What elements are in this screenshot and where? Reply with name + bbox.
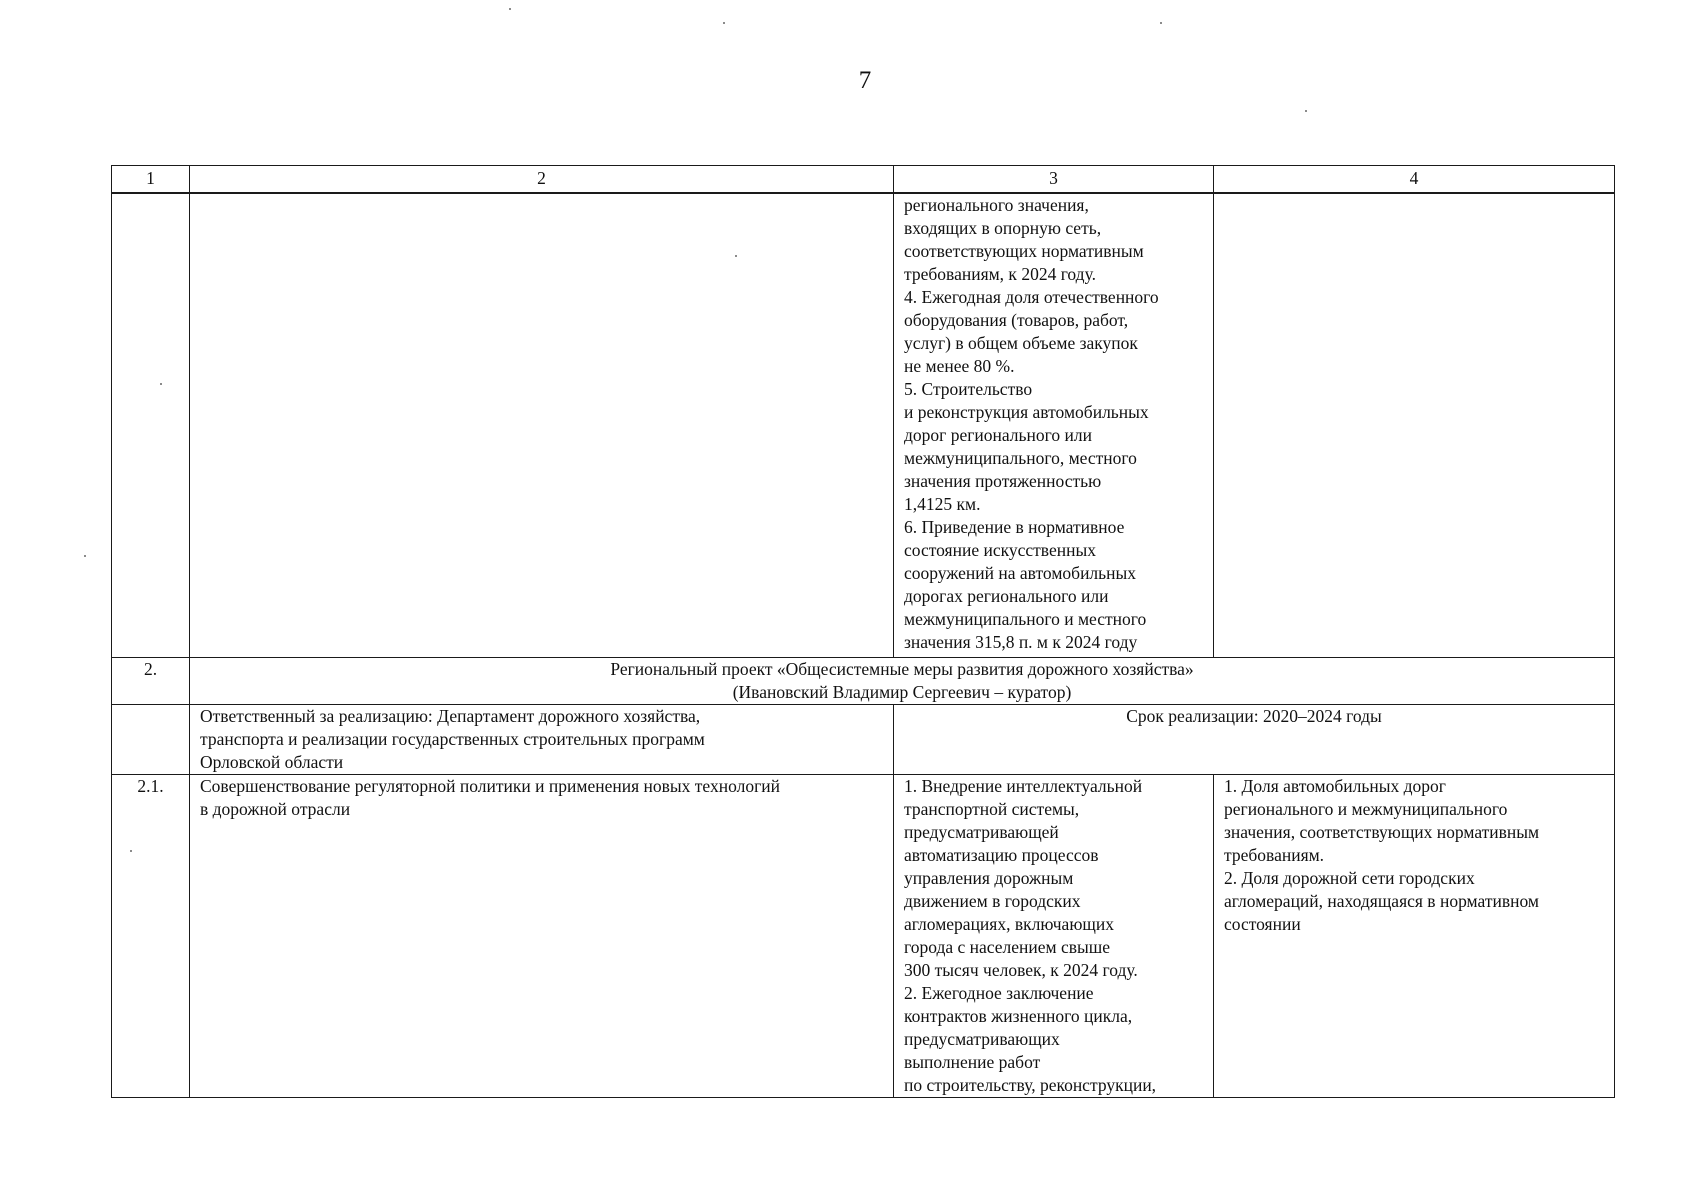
task-effects: 1. Внедрение интеллектуальной транспортной системы, предусматривающей автоматизацию процессов управления дорожным движением в городских агломерациях, включающих города с населением свыше 300 тысяч человек, к 2024 году. 2. Ежегодное заключение контрактов жизненного цикла, предусматривающих выполнение работ по строительству, реконструкции, [894,775,1214,1098]
continuation-row [112,193,1615,658]
task-number: 2.1. [112,775,190,1098]
continuation-task-cell [190,193,894,658]
section-row [112,658,1615,705]
section-number: 2. [112,658,190,705]
column-number-3: 3 [894,166,1214,194]
scan-speck [1305,110,1307,112]
scan-speck [1160,22,1162,24]
scan-speck [723,22,725,24]
scan-speck [735,255,737,257]
column-number-4: 4 [1214,166,1615,194]
task-description: Совершенствование регуляторной политики и применения новых технологий в дорожной отрасли [190,775,894,1098]
column-number-2: 2 [190,166,894,194]
responsibility-row [112,705,1615,775]
column-number-1: 1 [112,166,190,194]
task-row-2-1 [112,775,1615,1098]
column-number-row [112,166,1615,194]
program-table [111,165,1615,1098]
responsibility-number-cell [112,705,190,775]
scan-speck [160,383,162,385]
task-indicators: 1. Доля автомобильных дорог регионального и межмуниципального значения, соответствующих нормативным требованиям. 2. Доля дорожной сети городских агломераций, находящаяся в нормативном состоянии [1214,775,1615,1098]
continuation-number-cell [112,193,190,658]
page-number: 7 [858,67,872,94]
responsible-department: Ответственный за реализацию: Департамент дорожного хозяйства, транспорта и реализации государственных строительных программ Орловской области [190,705,894,775]
scan-speck [84,555,86,557]
section-title: Региональный проект «Общесистемные меры развития дорожного хозяйства» (Ивановский Владимир Сергеевич – куратор) [190,658,1615,705]
implementation-term: Срок реализации: 2020–2024 годы [894,705,1615,775]
scan-speck [509,8,511,10]
continuation-indicators-cell [1214,193,1615,658]
continuation-effects-cell: регионального значения, входящих в опорную сеть, соответствующих нормативным требованиям, к 2024 году. 4. Ежегодная доля отечественного оборудования (товаров, работ, услуг) в общем объеме закупок не менее 80 %. 5. Строительство и реконструкция автомобильных дорог регионального или межмуниципального, местного значения протяженностью 1,4125 км. 6. Приведение в нормативное состояние искусственных сооружений на автомобильных дорогах регионального или межмуниципального и местного значения 315,8 п. м к 2024 году [894,193,1214,658]
scan-speck [130,850,132,852]
